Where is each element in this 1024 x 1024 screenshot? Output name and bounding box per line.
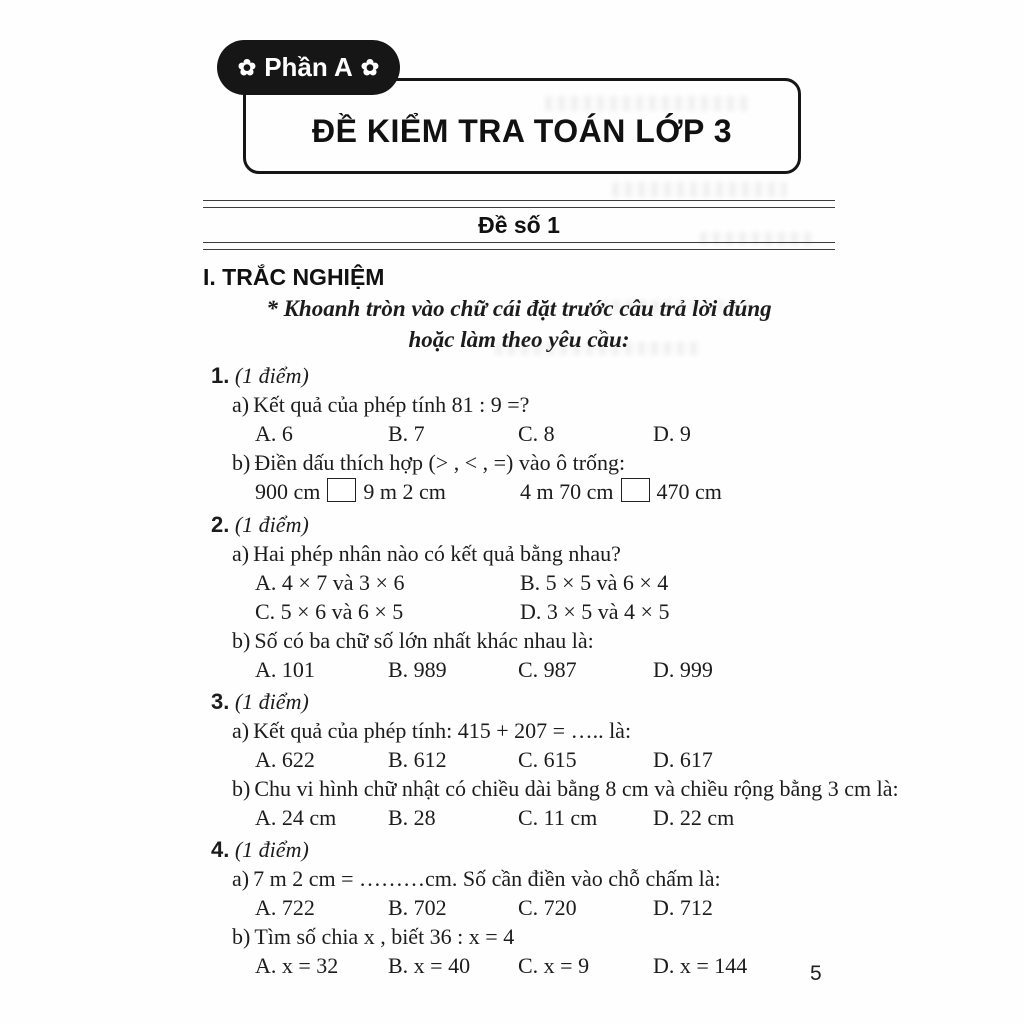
question-3 [203, 687, 899, 832]
option-row [255, 893, 835, 922]
comparison-right: 9 m 2 cm [363, 479, 446, 504]
question-part [203, 539, 835, 568]
question-header [203, 510, 835, 539]
question-1 [203, 361, 835, 507]
option-b: B. 7 [388, 421, 425, 446]
question-part [203, 626, 835, 655]
option-c: C. 5 × 6 và 6 × 5 [255, 599, 404, 624]
page-number: 5 [810, 962, 822, 985]
question-part [203, 716, 835, 745]
bleed-through-smudge [612, 182, 787, 197]
question-header [203, 835, 835, 864]
question-points: (1 điểm) [234, 363, 309, 388]
option-a: A. 4 × 7 và 3 × 6 [255, 570, 405, 595]
part-label: a) [232, 866, 250, 891]
question-points: (1 điểm) [234, 512, 309, 537]
part-label: a) [232, 718, 250, 743]
option-c: C. 8 [518, 421, 555, 446]
option-d: D. 3 × 5 và 4 × 5 [520, 599, 670, 624]
option-row [255, 655, 835, 684]
question-number: 3. [211, 689, 230, 714]
option-d: D. 22 cm [653, 805, 735, 830]
question-header [203, 687, 835, 716]
option-d: D. 712 [653, 895, 713, 920]
option-row [255, 803, 835, 832]
question-list [203, 361, 899, 980]
part-text: Kết quả của phép tính: 415 + 207 = ….. là: [253, 718, 632, 743]
comparison-right: 470 cm [656, 479, 722, 504]
question-header [203, 361, 835, 390]
part-text: Chu vi hình chữ nhật có chiều dài bằng 8 cm và chiều rộng bằng 3 cm là: [254, 776, 899, 801]
question-part [203, 390, 835, 419]
blank-box [621, 478, 650, 502]
option-row [255, 597, 835, 626]
question-part [203, 922, 835, 951]
comparison-item [520, 477, 835, 507]
option-b: B. x = 40 [388, 953, 471, 978]
flower-icon: ✿ [237, 54, 257, 80]
part-text: Tìm số chia x , biết 36 : x = 4 [254, 924, 515, 949]
option-d: D. x = 144 [653, 953, 748, 978]
option-b: B. 28 [388, 805, 436, 830]
question-points: (1 điểm) [234, 837, 309, 862]
question-part [203, 448, 835, 477]
part-label: b) [232, 776, 251, 801]
part-text: Điền dấu thích hợp (> , < , =) vào ô trống: [254, 450, 626, 475]
part-label: b) [232, 450, 251, 475]
option-a: A. x = 32 [255, 953, 339, 978]
option-b: B. 612 [388, 747, 447, 772]
question-number: 2. [211, 512, 230, 537]
option-c: C. 720 [518, 895, 577, 920]
comparison-left: 900 cm [255, 479, 321, 504]
comparison-left: 4 m 70 cm [520, 479, 614, 504]
comparison-row [255, 477, 835, 507]
divider-rule-bottom [203, 242, 835, 250]
part-label: a) [232, 392, 250, 417]
option-a: A. 722 [255, 895, 315, 920]
question-part [203, 864, 835, 893]
option-c: C. 11 cm [518, 805, 598, 830]
part-text: 7 m 2 cm = ………cm. Số cần điền vào chỗ chấm là: [253, 866, 721, 891]
option-b: B. 702 [388, 895, 447, 920]
comparison-item [255, 477, 520, 507]
option-row [255, 745, 835, 774]
divider-rule-top [203, 200, 835, 208]
part-label: b) [232, 924, 251, 949]
blank-box [327, 478, 356, 502]
part-text: Hai phép nhân nào có kết quả bằng nhau? [253, 541, 621, 566]
question-points: (1 điểm) [234, 689, 309, 714]
option-b: B. 5 × 5 và 6 × 4 [520, 570, 669, 595]
question-2 [203, 510, 835, 684]
page-content [203, 200, 899, 983]
option-row [255, 568, 835, 597]
option-c: C. x = 9 [518, 953, 590, 978]
option-b: B. 989 [388, 657, 447, 682]
chapter-title: ĐỀ KIỂM TRA TOÁN LỚP 3 [312, 112, 732, 149]
part-label: b) [232, 628, 251, 653]
option-a: A. 101 [255, 657, 315, 682]
option-c: C. 615 [518, 747, 577, 772]
part-text: Số có ba chữ số lớn nhất khác nhau là: [254, 628, 594, 653]
exam-number-heading: Đề số 1 [478, 212, 560, 238]
question-number: 4. [211, 837, 230, 862]
question-part [203, 774, 899, 803]
instruction-line-1: * Khoanh tròn vào chữ cái đặt trước câu trả lời đúng [266, 296, 772, 321]
part-label: Phần A [264, 52, 353, 82]
option-d: D. 999 [653, 657, 713, 682]
option-row [255, 951, 835, 980]
section-heading: I. TRẮC NGHIỆM [203, 264, 385, 290]
option-a: A. 6 [255, 421, 293, 446]
option-d: D. 9 [653, 421, 691, 446]
part-label: a) [232, 541, 250, 566]
instruction-line-2: hoặc làm theo yêu cầu: [408, 327, 630, 352]
option-d: D. 617 [653, 747, 713, 772]
option-c: C. 987 [518, 657, 577, 682]
question-4 [203, 835, 835, 980]
flower-icon: ✿ [360, 54, 380, 80]
option-row [255, 419, 835, 448]
question-number: 1. [211, 363, 230, 388]
option-a: A. 24 cm [255, 805, 337, 830]
option-a: A. 622 [255, 747, 315, 772]
part-text: Kết quả của phép tính 81 : 9 =? [253, 392, 530, 417]
part-a-badge [217, 40, 400, 95]
